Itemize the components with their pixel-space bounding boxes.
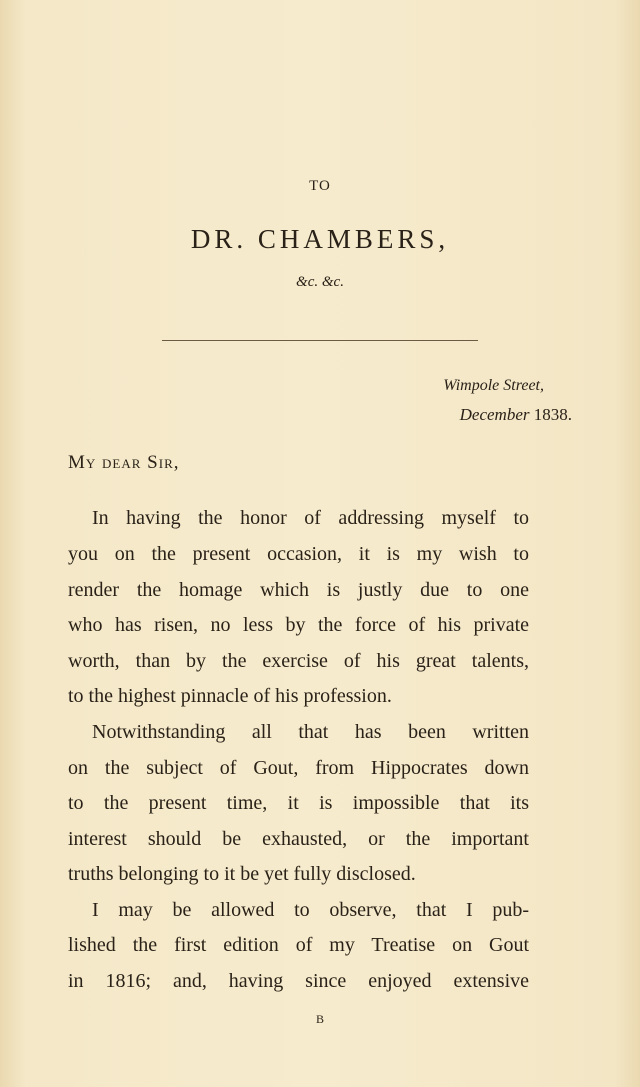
body-line: lished the first edition of my Treatise on Gout xyxy=(68,934,529,956)
body-line: who has risen, no less by the force of his private xyxy=(68,614,529,636)
body-line: Notwithstanding all that has been written xyxy=(92,721,529,743)
body-line: to the present time, it is impossible that its xyxy=(68,792,529,814)
signature-mark: B xyxy=(315,1012,324,1026)
body-line: render the homage which is justly due to one xyxy=(68,579,529,601)
body-line: worth, than by the exercise of his great talents, xyxy=(68,650,529,672)
dedication-to: TO xyxy=(309,178,331,194)
date-year: 1838. xyxy=(533,405,572,424)
body-line: on the subject of Gout, from Hippocrates down xyxy=(68,757,529,779)
letter-date xyxy=(460,405,572,425)
salutation xyxy=(68,452,180,474)
salutation-rest: y dear Sir, xyxy=(85,452,180,473)
body-line: truths belonging to it be yet fully disclosed. xyxy=(68,863,416,885)
dedication-addressee: DR. CHAMBERS, xyxy=(190,224,450,254)
date-month: December xyxy=(459,405,530,424)
letter-place: Wimpole Street, xyxy=(443,377,544,394)
horizontal-rule xyxy=(162,340,478,341)
body-line: to the highest pinnacle of his profession. xyxy=(68,685,392,707)
body-line: you on the present occasion, it is my wish to xyxy=(68,543,529,565)
salutation-initial: M xyxy=(68,452,86,473)
body-line: I may be allowed to observe, that I pub- xyxy=(92,899,529,921)
body-line: in 1816; and, having since enjoyed extensive xyxy=(68,970,529,992)
body-line: In having the honor of addressing myself to xyxy=(92,507,529,529)
dedication-etc: &c. &c. xyxy=(296,274,344,290)
body-line: interest should be exhausted, or the important xyxy=(68,828,529,850)
